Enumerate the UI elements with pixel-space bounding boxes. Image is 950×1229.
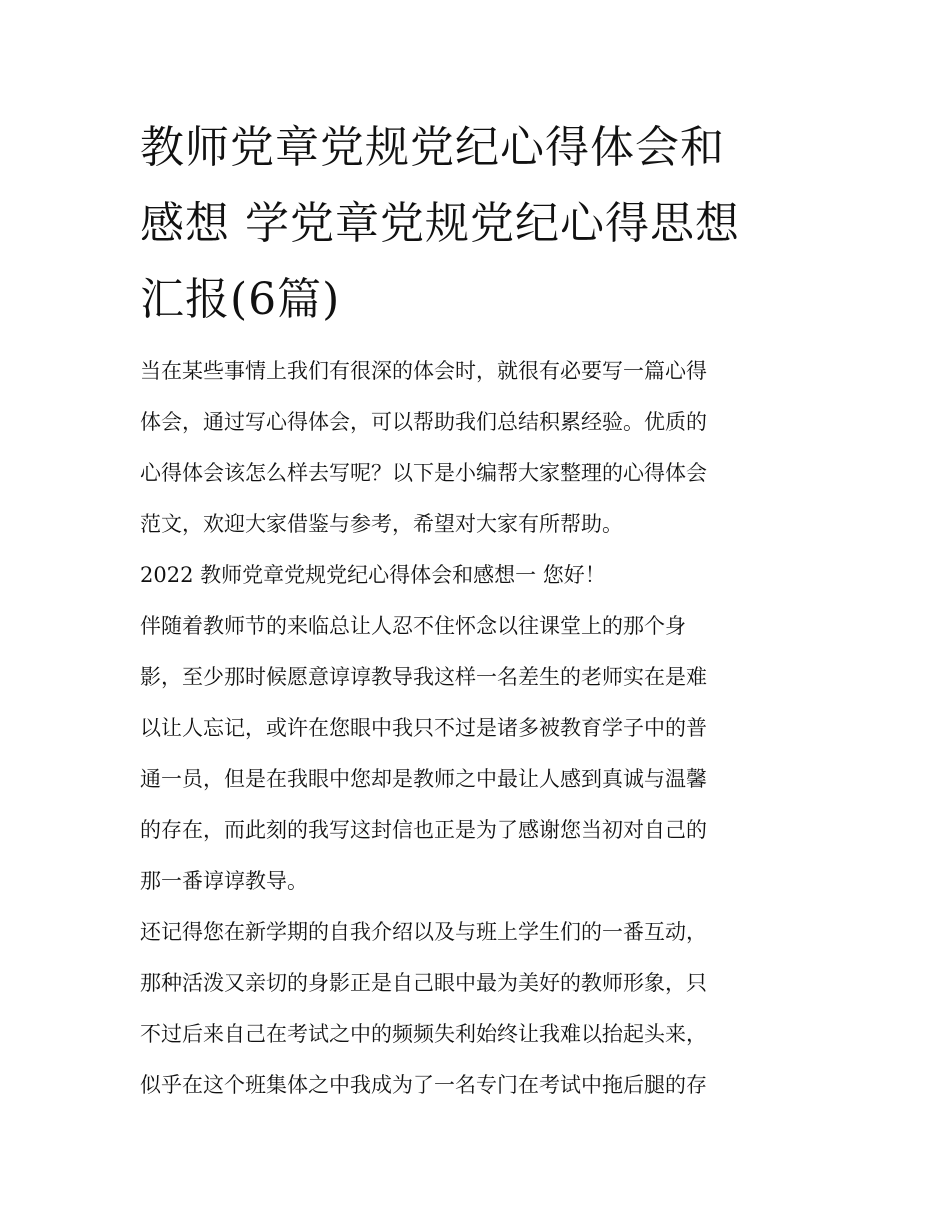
document-title: 教师党章党规党纪心得体会和 感想 学党章党规党纪心得思想 汇报(6篇) <box>140 122 740 325</box>
body-paragraph: 伴随着教师节的来临总让人忍不住怀念以往课堂上的那个身 影，至少那时候愿意谆谆教导我这样一名差生的老师实在是难 以让人忘记，或许在您眼中我只不过是诸多被教育学子中的普 通一员，但是在我眼中您却是教师之中最让人感到真诚与温馨 的存在，而此刻的我写这封信也正是为了感谢您当初对自己的 那一番谆谆教导。 <box>140 614 707 893</box>
document-content <box>140 110 815 1111</box>
intro-paragraph: 当在某些事情上我们有很深的体会时，就很有必要写一篇心得 体会，通过写心得体会，可以帮助我们总结积累经验。优质的 心得体会该怎么样去写呢？以下是小编帮大家整理的心得体会 范文，欢迎大家借鉴与参考，希望对大家有所帮助。 <box>140 359 707 536</box>
body-paragraph: 还记得您在新学期的自我介绍以及与班上学生们的一番互动， 那种活泼又亲切的身影正是自己眼中最为美好的教师形象，只 不过后来自己在考试之中的频频失利始终让我难以抬起头来， 似乎在这个班集体之中我成为了一名专门在考试中拖后腿的存 <box>140 920 707 1097</box>
section-heading: 2022 教师党章党规党纪心得体会和感想一 您好！ <box>140 563 606 587</box>
